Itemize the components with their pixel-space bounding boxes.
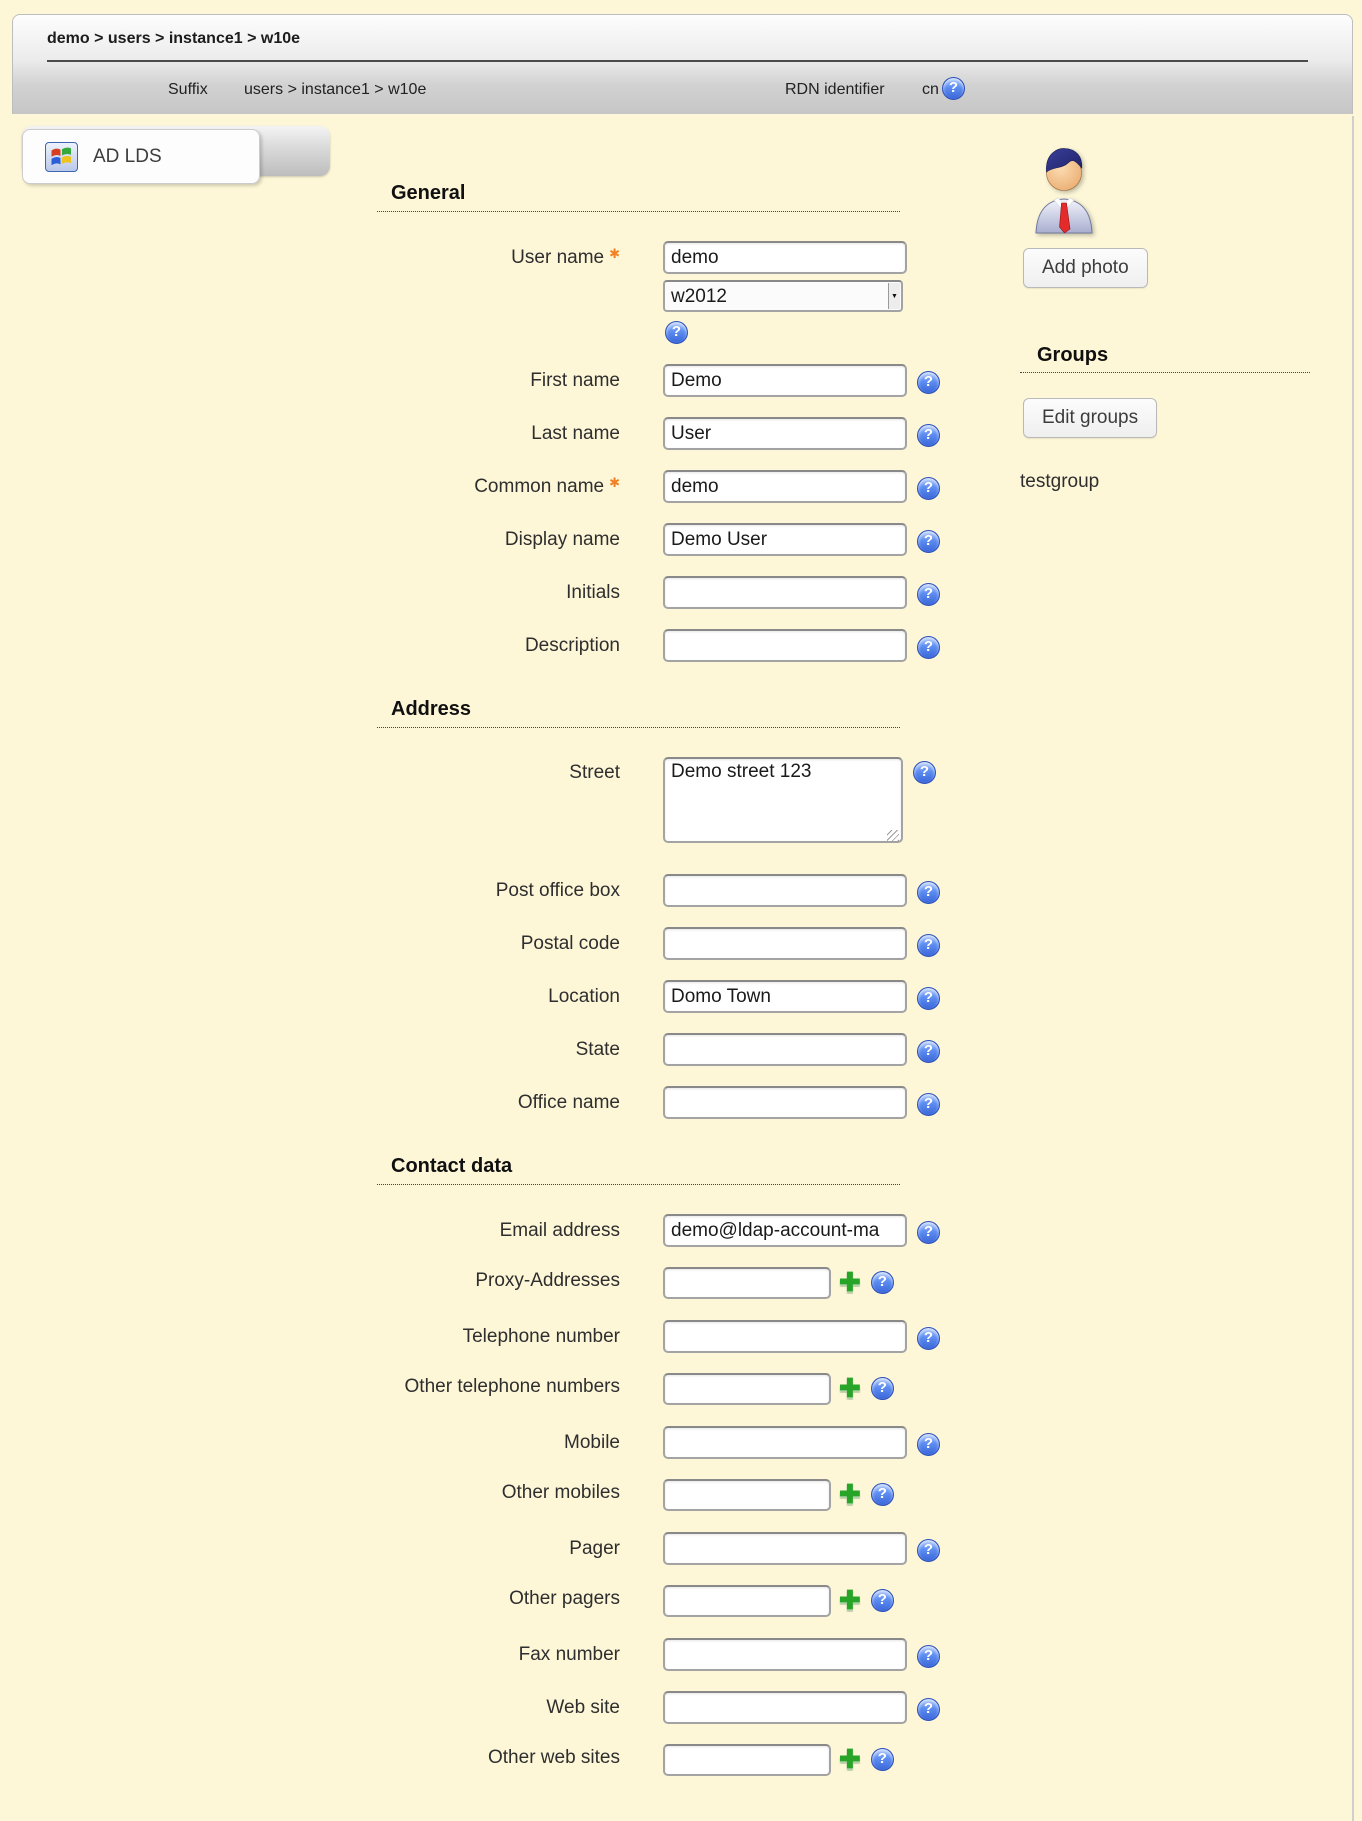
street-help-icon[interactable]: ?: [913, 761, 936, 784]
other-pagers-help-icon[interactable]: ?: [871, 1589, 894, 1612]
email-address-input[interactable]: [663, 1214, 907, 1247]
user-name-label: User name ✱: [511, 246, 620, 268]
mobile-input[interactable]: [663, 1426, 907, 1459]
section-address: [377, 698, 937, 1119]
other-telephone-numbers-help-icon[interactable]: ?: [871, 1377, 894, 1400]
rdn-identifier-label: RDN identifier: [785, 81, 885, 98]
state-help-icon[interactable]: ?: [917, 1040, 940, 1063]
user-name-domain-select[interactable]: [663, 280, 903, 312]
common-name-label: Common name ✱: [474, 475, 620, 497]
tab-ad-lds[interactable]: [22, 129, 260, 184]
pager-input[interactable]: [663, 1532, 907, 1565]
common-name-help-icon[interactable]: ?: [917, 477, 940, 500]
mobile-help-icon[interactable]: ?: [917, 1433, 940, 1456]
postal-code-help-icon[interactable]: ?: [917, 934, 940, 957]
postal-code-label: Postal code: [520, 932, 620, 954]
first-name-label: First name: [530, 369, 620, 391]
initials-label: Initials: [566, 581, 620, 603]
user-name-help-icon[interactable]: ?: [665, 321, 688, 344]
breadcrumb: demo > users > instance1 > w10e: [47, 30, 301, 47]
postal-code-input[interactable]: [663, 927, 907, 960]
section-general: [377, 182, 937, 662]
section-contact-data-title: Contact data: [377, 1155, 900, 1185]
location-input[interactable]: [663, 980, 907, 1013]
user-name-domain-selectwrap: [663, 280, 903, 312]
section-address-title: Address: [377, 698, 900, 728]
account-type-tabs: [22, 126, 330, 182]
row-mobile: [377, 1426, 937, 1459]
proxy-addresses-label: Proxy-Addresses: [475, 1270, 620, 1291]
title-bar: [12, 14, 1353, 114]
add-photo-button[interactable]: Add photo: [1023, 248, 1148, 288]
common-name-input[interactable]: [663, 470, 907, 503]
office-name-label: Office name: [517, 1091, 620, 1113]
other-mobiles-input[interactable]: [663, 1479, 831, 1511]
required-marker-icon: ✱: [609, 475, 620, 490]
section-contact-data: [377, 1155, 937, 1777]
section-general-title: General: [377, 182, 900, 212]
row-other-web-sites: [377, 1744, 937, 1777]
description-label: Description: [524, 634, 620, 656]
row-location: [377, 980, 937, 1013]
select-dropdown-arrow-icon: ▼: [888, 283, 900, 309]
row-post-office-box: [377, 874, 937, 907]
row-first-name: [377, 364, 937, 397]
display-name-input[interactable]: [663, 523, 907, 556]
location-label: Location: [548, 985, 620, 1007]
office-name-help-icon[interactable]: ?: [917, 1093, 940, 1116]
row-office-name: [377, 1086, 937, 1119]
row-postal-code: [377, 927, 937, 960]
telephone-number-label: Telephone number: [462, 1325, 620, 1347]
row-common-name: [377, 470, 937, 503]
fax-number-help-icon[interactable]: ?: [917, 1645, 940, 1668]
display-name-label: Display name: [504, 528, 620, 550]
content-right-border: [1352, 116, 1354, 1821]
rdn-identifier-value: cn: [922, 81, 939, 98]
proxy-addresses-add-icon[interactable]: ✚: [839, 1267, 861, 1297]
web-site-help-icon[interactable]: ?: [917, 1698, 940, 1721]
last-name-label: Last name: [531, 422, 620, 444]
other-pagers-input[interactable]: [663, 1585, 831, 1617]
pager-label: Pager: [569, 1537, 620, 1559]
row-display-name: [377, 523, 937, 556]
row-description: [377, 629, 937, 662]
row-telephone-number: [377, 1320, 937, 1353]
state-input[interactable]: [663, 1033, 907, 1066]
suffix-label: Suffix: [168, 81, 208, 98]
other-web-sites-label: Other web sites: [488, 1747, 620, 1768]
first-name-help-icon[interactable]: ?: [917, 371, 940, 394]
group-member-item: testgroup: [1020, 471, 1100, 492]
edit-groups-button[interactable]: Edit groups: [1023, 398, 1157, 438]
row-fax-number: [377, 1638, 937, 1671]
suffix-value: users > instance1 > w10e: [244, 81, 427, 98]
street-textarea[interactable]: [663, 757, 903, 843]
web-site-input[interactable]: [663, 1691, 907, 1724]
row-other-telephone-numbers: [377, 1373, 937, 1406]
row-proxy-addresses: [377, 1267, 937, 1300]
row-initials: [377, 576, 937, 609]
suffix-bar: [13, 67, 1352, 111]
email-address-help-icon[interactable]: ?: [917, 1221, 940, 1244]
row-web-site: [377, 1691, 937, 1724]
rdn-help-icon[interactable]: ?: [942, 77, 965, 100]
fax-number-label: Fax number: [518, 1643, 620, 1665]
telephone-number-input[interactable]: [663, 1320, 907, 1353]
other-pagers-label: Other pagers: [509, 1588, 620, 1609]
last-name-input[interactable]: [663, 417, 907, 450]
account-form: [377, 182, 937, 1797]
row-last-name: [377, 417, 937, 450]
display-name-help-icon[interactable]: ?: [917, 530, 940, 553]
proxy-addresses-help-icon[interactable]: ?: [871, 1271, 894, 1294]
post-office-box-help-icon[interactable]: ?: [917, 881, 940, 904]
row-email-address: [377, 1214, 937, 1247]
other-mobiles-label: Other mobiles: [501, 1482, 620, 1503]
email-address-label: Email address: [499, 1219, 620, 1241]
row-other-pagers: [377, 1585, 937, 1618]
web-site-label: Web site: [546, 1696, 620, 1718]
post-office-box-input[interactable]: [663, 874, 907, 907]
title-divider: [47, 60, 1308, 62]
user-photo-placeholder-icon: [1032, 140, 1096, 234]
office-name-input[interactable]: [663, 1086, 907, 1119]
other-mobiles-help-icon[interactable]: ?: [871, 1483, 894, 1506]
description-input[interactable]: [663, 629, 907, 662]
row-street: [377, 757, 937, 848]
row-pager: [377, 1532, 937, 1565]
other-telephone-numbers-input[interactable]: [663, 1373, 831, 1405]
user-name-input[interactable]: [663, 241, 907, 274]
proxy-addresses-input[interactable]: [663, 1267, 831, 1299]
location-help-icon[interactable]: ?: [917, 987, 940, 1010]
initials-help-icon[interactable]: ?: [917, 583, 940, 606]
required-marker-icon: ✱: [609, 246, 620, 261]
state-label: State: [575, 1038, 620, 1060]
windows-logo-icon: [45, 142, 78, 172]
fax-number-input[interactable]: [663, 1638, 907, 1671]
other-pagers-add-icon[interactable]: ✚: [839, 1585, 861, 1615]
pager-help-icon[interactable]: ?: [917, 1539, 940, 1562]
other-telephone-numbers-add-icon[interactable]: ✚: [839, 1373, 861, 1403]
other-telephone-numbers-label: Other telephone numbers: [404, 1376, 620, 1397]
row-state: [377, 1033, 937, 1066]
textarea-resize-handle[interactable]: [887, 830, 899, 842]
groups-title: Groups: [1020, 344, 1310, 373]
initials-input[interactable]: [663, 576, 907, 609]
first-name-input[interactable]: [663, 364, 907, 397]
other-mobiles-add-icon[interactable]: ✚: [839, 1479, 861, 1509]
photo-and-groups-panel: [1020, 140, 1330, 493]
street-label: Street: [569, 762, 620, 783]
other-web-sites-input[interactable]: [663, 1744, 831, 1776]
description-help-icon[interactable]: ?: [917, 636, 940, 659]
other-web-sites-help-icon[interactable]: ?: [871, 1748, 894, 1771]
tab-ad-lds-label: AD LDS: [93, 145, 162, 167]
other-web-sites-add-icon[interactable]: ✚: [839, 1744, 861, 1774]
row-other-mobiles: [377, 1479, 937, 1512]
post-office-box-label: Post office box: [495, 879, 620, 901]
user-name-stack: [663, 241, 907, 344]
street-textarea-wrap: [663, 757, 903, 848]
last-name-help-icon[interactable]: ?: [917, 424, 940, 447]
row-user-name: [377, 241, 937, 344]
mobile-label: Mobile: [564, 1431, 620, 1453]
telephone-number-help-icon[interactable]: ?: [917, 1327, 940, 1350]
